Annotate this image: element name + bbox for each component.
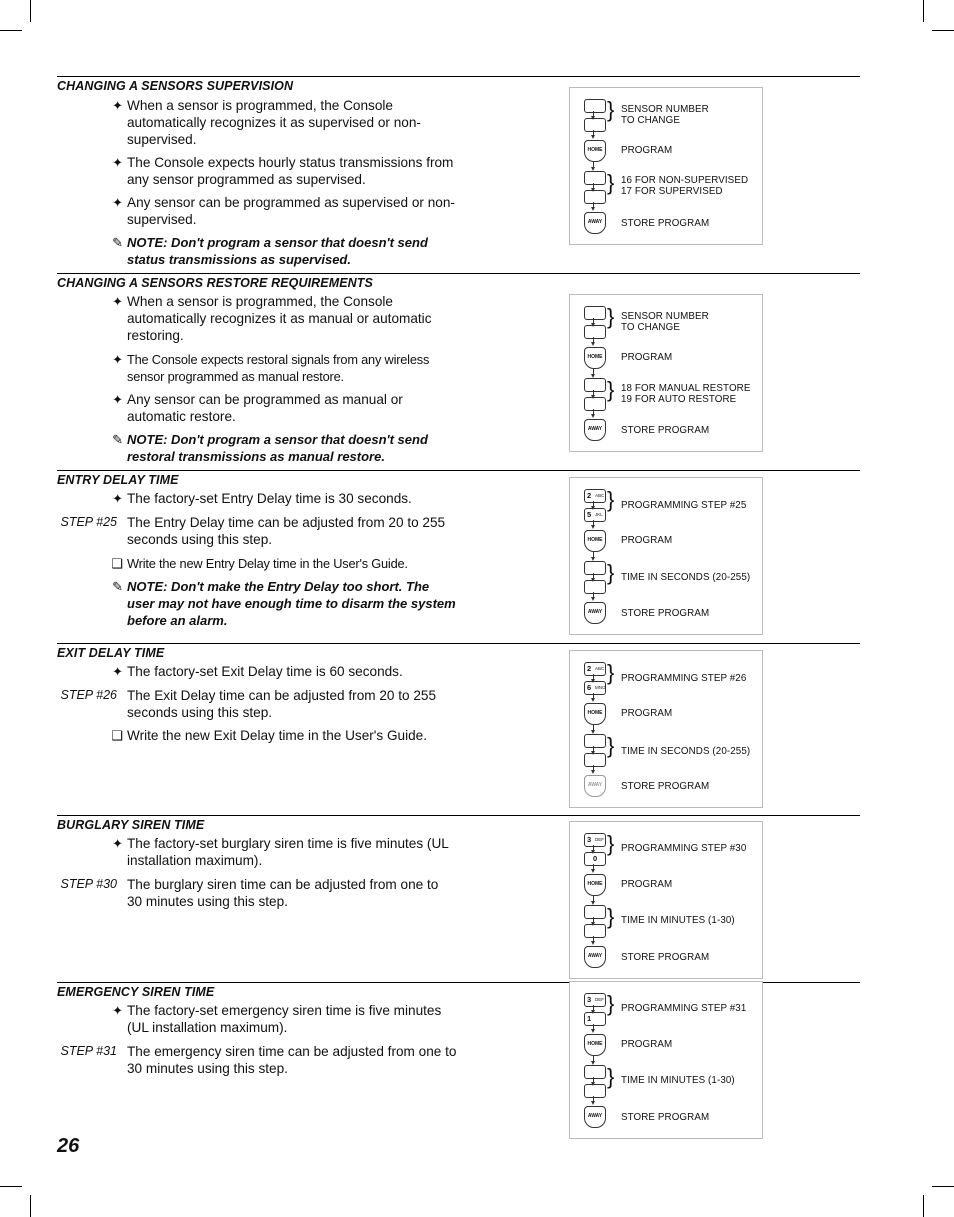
keypad-key-1: 1 bbox=[584, 1012, 606, 1026]
diagram-label: PROGRAMMING STEP #31 bbox=[621, 1003, 747, 1014]
down-arrow-icon bbox=[593, 746, 594, 753]
brace-icon: } bbox=[607, 487, 615, 512]
diagram-label: TIME IN MINUTES (1-30) bbox=[621, 1075, 735, 1086]
diagram-label: STORE PROGRAM bbox=[621, 425, 710, 436]
section-title: ENTRY DELAY TIME bbox=[57, 473, 179, 487]
down-arrow-icon bbox=[593, 1005, 594, 1012]
diagram-label: SENSOR NUMBER TO CHANGE bbox=[621, 104, 709, 126]
away-key: AWAY bbox=[584, 212, 606, 234]
brace-icon: } bbox=[607, 170, 615, 195]
keypad-diagram bbox=[569, 294, 763, 452]
down-arrow-icon bbox=[593, 1024, 594, 1031]
diagram-label: 18 FOR MANUAL RESTORE 19 FOR AUTO RESTORE bbox=[621, 383, 751, 405]
diagram-label: 16 FOR NON-SUPERVISED 17 FOR SUPERVISED bbox=[621, 175, 749, 197]
home-key: HOME bbox=[584, 140, 606, 162]
brace-icon: } bbox=[607, 831, 615, 856]
diagram-label: PROGRAMMING STEP #30 bbox=[621, 843, 747, 854]
keypad-key bbox=[584, 378, 606, 392]
keypad-key bbox=[584, 580, 606, 594]
diagram-label: STORE PROGRAM bbox=[621, 218, 710, 229]
down-arrow-icon bbox=[593, 202, 594, 209]
brace-icon: } bbox=[607, 660, 615, 685]
keypad-key-2: 2 ABC bbox=[584, 662, 606, 676]
down-arrow-icon bbox=[593, 318, 594, 325]
diagram-label: PROGRAMMING STEP #26 bbox=[621, 673, 747, 684]
diagram-label: PROGRAM bbox=[621, 879, 673, 890]
down-arrow-icon bbox=[593, 725, 594, 732]
brace-icon: } bbox=[607, 377, 615, 402]
diagram-label: STORE PROGRAM bbox=[621, 1112, 710, 1123]
diagram-label: PROGRAM bbox=[621, 1039, 673, 1050]
page-number: 26 bbox=[57, 1135, 80, 1157]
brace-icon: } bbox=[607, 904, 615, 929]
crop-mark bbox=[0, 1186, 22, 1187]
away-key: AWAY bbox=[584, 775, 606, 797]
down-arrow-icon bbox=[593, 552, 594, 559]
down-arrow-icon bbox=[593, 390, 594, 397]
keypad-key bbox=[584, 306, 606, 320]
crop-mark bbox=[30, 0, 31, 22]
keypad-key bbox=[584, 905, 606, 919]
diagram-label: TIME IN SECONDS (20-255) bbox=[621, 572, 751, 583]
down-arrow-icon bbox=[593, 111, 594, 118]
keypad-key bbox=[584, 118, 606, 132]
section-title: EXIT DELAY TIME bbox=[57, 646, 165, 660]
keypad-key bbox=[584, 561, 606, 575]
keypad-key bbox=[584, 734, 606, 748]
home-key: HOME bbox=[584, 1034, 606, 1056]
brace-icon: } bbox=[607, 560, 615, 585]
crop-mark bbox=[0, 30, 22, 31]
section-title: CHANGING A SENSORS RESTORE REQUIREMENTS bbox=[57, 276, 373, 290]
down-arrow-icon bbox=[593, 864, 594, 871]
section-rule bbox=[57, 273, 860, 274]
brace-icon: } bbox=[607, 97, 615, 122]
keypad-diagram bbox=[569, 650, 763, 808]
diagram-label: TIME IN MINUTES (1-30) bbox=[621, 915, 735, 926]
diagram-label: PROGRAM bbox=[621, 708, 673, 719]
away-key: AWAY bbox=[584, 946, 606, 968]
keypad-key-3: 3 DEF bbox=[584, 993, 606, 1007]
section-rule bbox=[57, 76, 860, 77]
diagram-label: TIME IN SECONDS (20-255) bbox=[621, 746, 751, 757]
section-rule bbox=[57, 470, 860, 471]
down-arrow-icon bbox=[593, 765, 594, 772]
keypad-key-2: 2 ABC bbox=[584, 489, 606, 503]
home-key: HOME bbox=[584, 530, 606, 552]
keypad-key bbox=[584, 1065, 606, 1079]
section-rule bbox=[57, 815, 860, 816]
diagram-label: STORE PROGRAM bbox=[621, 952, 710, 963]
down-arrow-icon bbox=[593, 1056, 594, 1063]
keypad-key-5: 5 JKL bbox=[584, 508, 606, 522]
keypad-key-6: 6 MNO bbox=[584, 681, 606, 695]
brace-icon: } bbox=[607, 304, 615, 329]
diagram-label: SENSOR NUMBER TO CHANGE bbox=[621, 311, 709, 333]
keypad-key bbox=[584, 753, 606, 767]
keypad-key bbox=[584, 99, 606, 113]
crop-mark bbox=[932, 1186, 954, 1187]
keypad-diagram bbox=[569, 981, 763, 1139]
diagram-label: PROGRAM bbox=[621, 352, 673, 363]
down-arrow-icon bbox=[593, 917, 594, 924]
down-arrow-icon bbox=[593, 845, 594, 852]
crop-mark bbox=[30, 1195, 31, 1217]
down-arrow-icon bbox=[593, 130, 594, 137]
keypad-key bbox=[584, 924, 606, 938]
away-key: AWAY bbox=[584, 602, 606, 624]
down-arrow-icon bbox=[593, 674, 594, 681]
diagram-label: STORE PROGRAM bbox=[621, 608, 710, 619]
down-arrow-icon bbox=[593, 501, 594, 508]
brace-icon: } bbox=[607, 733, 615, 758]
away-key: AWAY bbox=[584, 1106, 606, 1128]
keypad-key bbox=[584, 190, 606, 204]
away-key: AWAY bbox=[584, 419, 606, 441]
down-arrow-icon bbox=[593, 162, 594, 169]
diagram-label: PROGRAMMING STEP #25 bbox=[621, 500, 747, 511]
down-arrow-icon bbox=[593, 337, 594, 344]
down-arrow-icon bbox=[593, 520, 594, 527]
keypad-key bbox=[584, 171, 606, 185]
down-arrow-icon bbox=[593, 936, 594, 943]
keypad-diagram bbox=[569, 87, 763, 245]
keypad-diagram bbox=[569, 821, 763, 979]
diagram-label: PROGRAM bbox=[621, 535, 673, 546]
section-rule bbox=[57, 643, 860, 644]
down-arrow-icon bbox=[593, 592, 594, 599]
keypad-key bbox=[584, 1084, 606, 1098]
diagram-label: PROGRAM bbox=[621, 145, 673, 156]
brace-icon: } bbox=[607, 1064, 615, 1089]
down-arrow-icon bbox=[593, 1077, 594, 1084]
down-arrow-icon bbox=[593, 1096, 594, 1103]
crop-mark bbox=[932, 30, 954, 31]
keypad-key-0: 0 bbox=[584, 852, 606, 866]
home-key: HOME bbox=[584, 874, 606, 896]
keypad-key bbox=[584, 325, 606, 339]
down-arrow-icon bbox=[593, 369, 594, 376]
down-arrow-icon bbox=[593, 183, 594, 190]
down-arrow-icon bbox=[593, 409, 594, 416]
keypad-diagram bbox=[569, 477, 763, 635]
crop-mark bbox=[923, 0, 924, 22]
section-title: BURGLARY SIREN TIME bbox=[57, 818, 205, 832]
crop-mark bbox=[923, 1195, 924, 1217]
section-title: CHANGING A SENSORS SUPERVISION bbox=[57, 79, 294, 93]
home-key: HOME bbox=[584, 703, 606, 725]
section-title: EMERGENCY SIREN TIME bbox=[57, 985, 215, 999]
down-arrow-icon bbox=[593, 896, 594, 903]
diagram-label: STORE PROGRAM bbox=[621, 781, 710, 792]
brace-icon: } bbox=[607, 991, 615, 1016]
keypad-key bbox=[584, 397, 606, 411]
down-arrow-icon bbox=[593, 693, 594, 700]
down-arrow-icon bbox=[593, 573, 594, 580]
keypad-key-3: 3 DEF bbox=[584, 833, 606, 847]
home-key: HOME bbox=[584, 347, 606, 369]
